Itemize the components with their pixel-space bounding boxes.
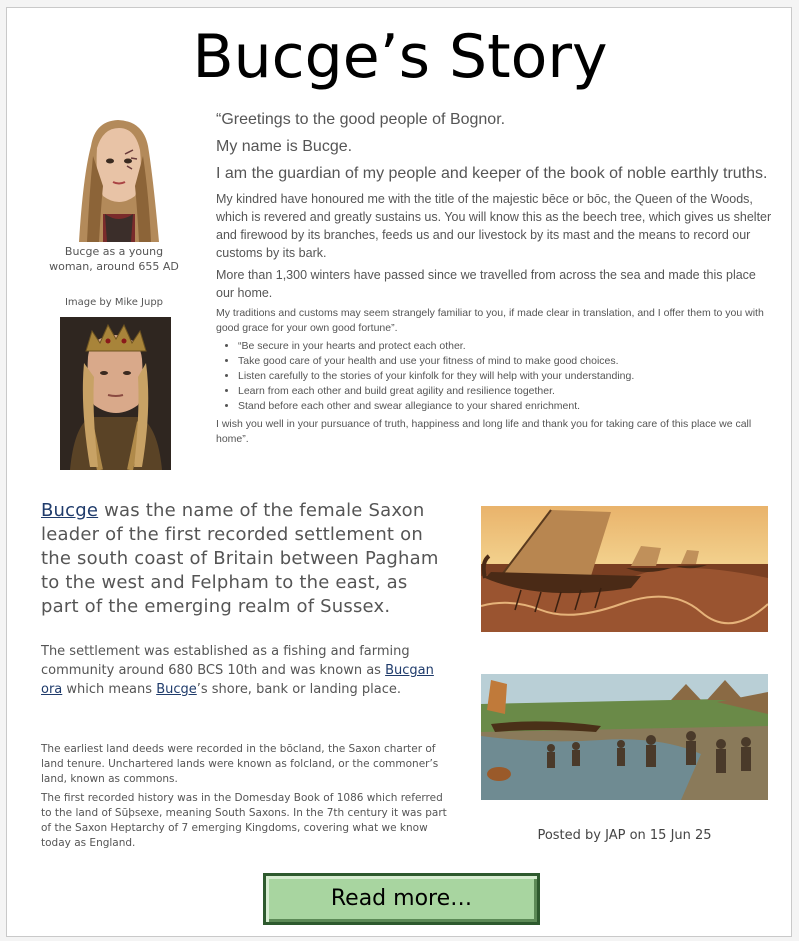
image-credit: Image by Mike Jupp [64, 297, 164, 308]
page [6, 7, 792, 937]
history-section [41, 742, 451, 855]
young-bucge-portrait [73, 116, 163, 242]
bucge-link[interactable]: Bucge [41, 500, 99, 521]
lead-text: was the name of the female Saxon leader of the first recorded settlement on the south coast of Britain between Pagham to the west and Felpham to the east, as part of the emerging realm of Sussex. [41, 500, 439, 617]
speech-customs-list [216, 339, 776, 414]
list-item: • Listen carefully to the stories of your kinfolk for they will help with your understanding. [238, 369, 776, 384]
list-item: • “Be secure in your hearts and protect each other. [238, 339, 776, 354]
bucgan-ora-link[interactable]: Bucgan ora [41, 663, 434, 697]
queen-bucge-portrait [60, 317, 171, 470]
list-item: • Stand before each other and swear allegiance to your shared enrichment. [238, 399, 776, 414]
lead-paragraph [41, 499, 451, 619]
bucge-speech [216, 109, 776, 450]
list-item: • Take good care of your health and use your fitness of mind to make good choices. [238, 354, 776, 369]
speech-greeting: “Greetings to the good people of Bognor. [216, 111, 506, 128]
read-more-button[interactable]: Read more… [263, 873, 540, 925]
land-deeds-paragraph: The earliest land deeds were recorded in the bōcland, the Saxon charter of land tenure. Unchartered lands were known as folcland, or the commoner’s land, known as commons. [41, 743, 439, 785]
longships-sea-image [481, 506, 768, 632]
domesday-paragraph: The first recorded history was in the Domesday Book of 1086 which referred to the land of Sūþsexe, meaning South Saxons. In the 7th century it was part of the Saxon Heptarchy of 7 emerging Kingdoms, covering what we know today as England. [41, 792, 447, 849]
page-title: Bucge’s Story [192, 22, 608, 92]
speech-guardian: I am the guardian of my people and keeper of the book of noble earthly truths. [216, 165, 768, 182]
speech-traditions-paragraph: My traditions and customs may seem strangely familiar to you, if made clear in translation, and I offer them to you with good grace for your own good fortune”. [216, 307, 764, 334]
speech-winters-paragraph: More than 1,300 winters have passed since we travelled from across the sea and made this place our home. [216, 268, 756, 300]
settlement-text: The settlement was established as a fishing and farming community around 680 BCS 10th and was known as [41, 644, 410, 678]
saxon-landing-image [481, 674, 768, 800]
bucge-shore-link[interactable]: Bucge [156, 682, 197, 697]
list-item: • Learn from each other and build great agility and resilience together. [238, 384, 776, 399]
portrait-caption: Bucge as a young woman, around 655 AD [49, 245, 179, 273]
settlement-paragraph [41, 642, 441, 699]
settlement-text: which means [62, 682, 157, 697]
speech-closing: I wish you well in your pursuance of truth, happiness and long life and thank you for taking care of this place we call home”. [216, 418, 752, 445]
posted-by: Posted by JAP on 15 Jun 25 [537, 828, 712, 843]
speech-name: My name is Bucge. [216, 138, 353, 155]
speech-kindred-paragraph: My kindred have honoured me with the title of the majestic bēce or bōc, the Queen of the Woods, which is revered and greatly sustains us. You will know this as the beech tree, which gives us shelter and firewood by its branches, feeds us and our livestock by its mast and the means to record our customs by its bark. [216, 192, 772, 260]
settlement-text: ’s shore, bank or landing place. [196, 682, 402, 697]
